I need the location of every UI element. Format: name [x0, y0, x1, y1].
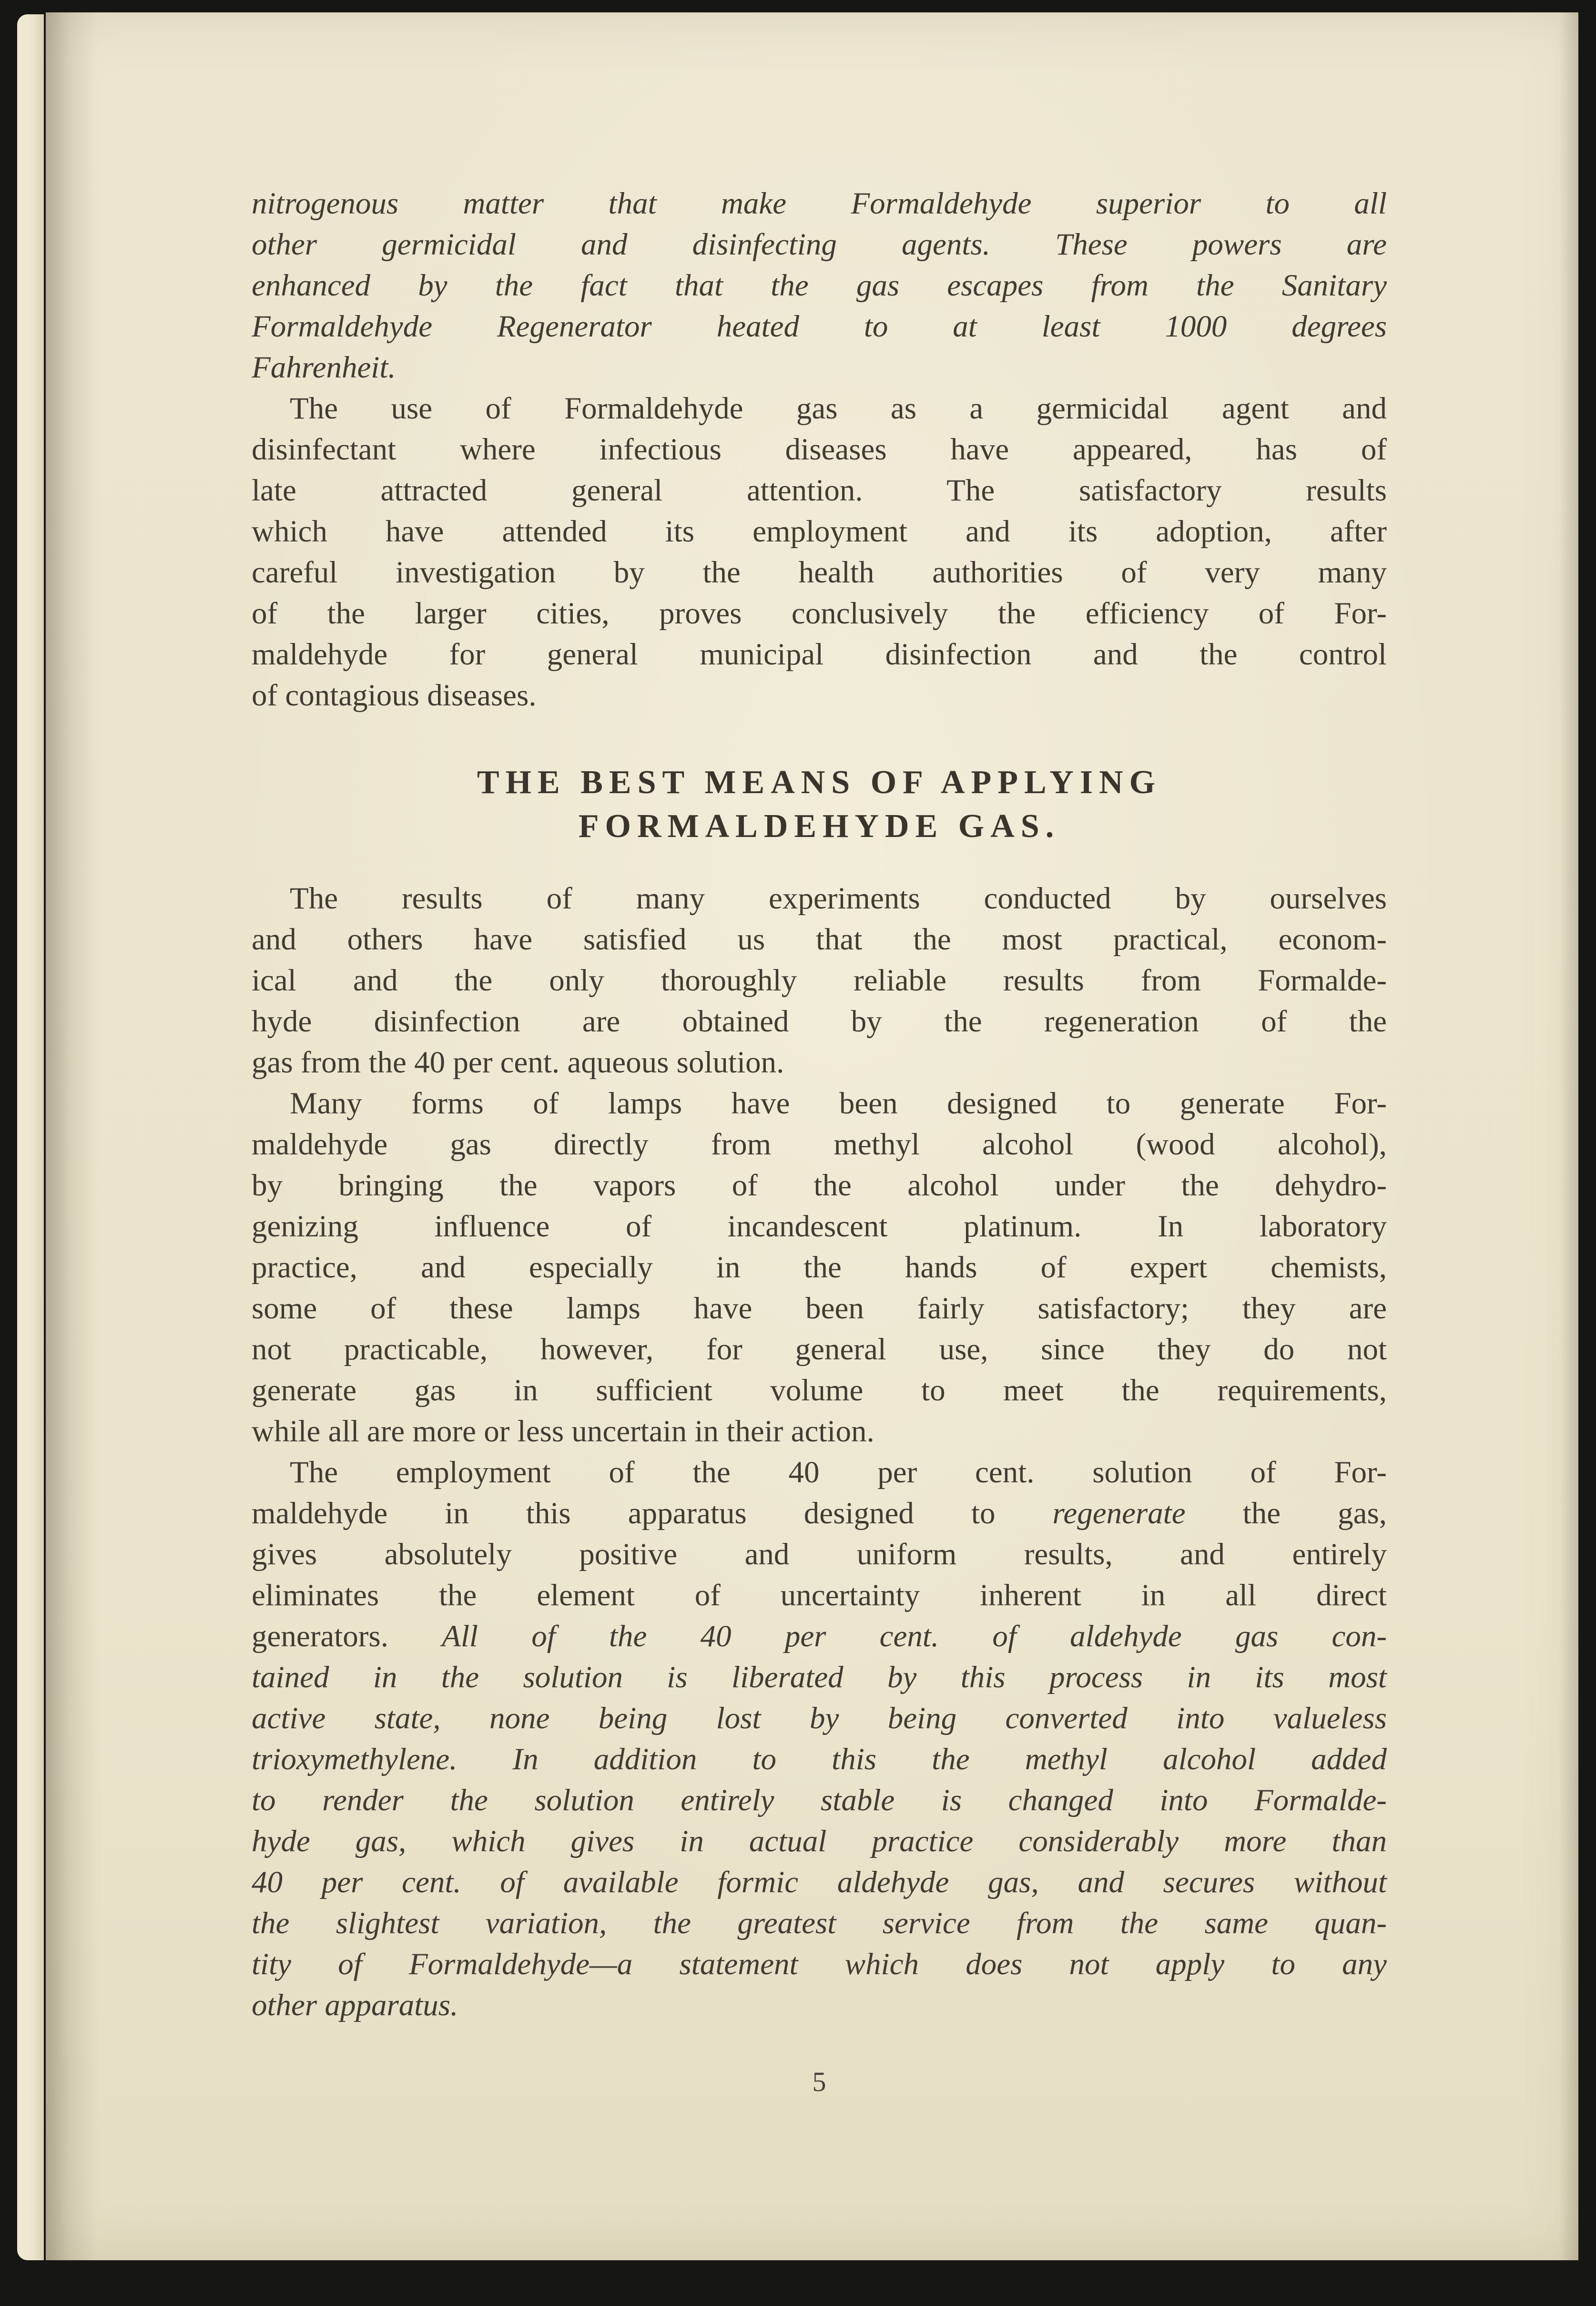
text-line	[252, 1985, 1387, 2026]
text-segment: tained in the solution is liberated by this process in its most	[252, 1660, 1387, 1694]
text-line: while all are more or less uncertain in their action.	[252, 1414, 874, 1449]
text-line: nitrogenous matter that make Formaldehyde superior to all	[252, 186, 1387, 221]
text-line	[252, 1452, 1387, 1493]
text-line	[252, 1780, 1387, 1821]
text-line: maldehyde gas directly from methyl alcohol (wood alcohol),	[252, 1127, 1387, 1162]
text-segment: the slightest variation, the greatest service from the same quan-	[252, 1906, 1387, 1940]
text-line: generate gas in sufficient volume to meet the requirements,	[252, 1373, 1387, 1408]
text-segment: eliminates the element of uncertainty inherent in all direct	[252, 1578, 1387, 1612]
text-line: not practicable, however, for general use, since they do not	[252, 1332, 1387, 1367]
text-segment: The employment of the 40 per cent. solution of For-	[290, 1455, 1387, 1490]
text-line	[252, 1534, 1387, 1575]
text-segment: tity of Formaldehyde—a statement which does not apply to any	[252, 1947, 1387, 1981]
text-segment: 40 per cent. of available formic aldehyde gas, and secures without	[252, 1865, 1387, 1899]
text-line: and others have satisfied us that the most practical, econom-	[252, 922, 1387, 957]
text-line: gas from the 40 per cent. aqueous solution.	[252, 1045, 784, 1080]
text-line: of contagious diseases.	[252, 678, 537, 713]
text-line: hyde disinfection are obtained by the regeneration of the	[252, 1004, 1387, 1039]
text-line: Many forms of lamps have been designed to generate For-	[290, 1086, 1387, 1121]
section-heading-line-2: FORMALDEHYDE GAS.	[578, 808, 1060, 845]
text-segment: to render the solution entirely stable is changed into Formalde-	[252, 1783, 1387, 1817]
text-line	[252, 1944, 1387, 1985]
text-line: The use of Formaldehyde gas as a germicidal agent and	[290, 391, 1387, 426]
text-line	[252, 1903, 1387, 1944]
text-segment: hyde gas, which gives in actual practice considerably more than	[252, 1824, 1387, 1858]
page-number: 5	[812, 2066, 826, 2097]
text-line: practice, and especially in the hands of expert chemists,	[252, 1250, 1387, 1285]
text-line: late attracted general attention. The satisfactory results	[252, 473, 1387, 508]
book-binding-edge	[17, 14, 44, 2260]
text-line: which have attended its employment and its adoption, after	[252, 514, 1387, 549]
text-line: by bringing the vapors of the alcohol under the dehydro-	[252, 1168, 1387, 1203]
text-line: enhanced by the fact that the gas escapes from the Sanitary	[252, 268, 1387, 303]
text-segment: the gas,	[1185, 1496, 1387, 1531]
text-segment: generators.	[252, 1619, 442, 1653]
paragraph-employment-of-solution	[252, 1452, 1387, 2026]
text-line: of the larger cities, proves conclusively the efficiency of For-	[252, 596, 1387, 631]
text-line	[252, 1821, 1387, 1862]
text-segment: gives absolutely positive and uniform results, and entirely	[252, 1537, 1387, 1571]
text-line: careful investigation by the health authorities of very many	[252, 555, 1387, 590]
paragraph-use-of-formaldehyde	[252, 388, 1387, 716]
text-line	[252, 1616, 1387, 1657]
text-segment: maldehyde in this apparatus designed to	[252, 1496, 1053, 1531]
text-line: other germicidal and disinfecting agents. These powers are	[252, 227, 1387, 262]
text-line	[252, 1698, 1387, 1739]
text-segment: All of the 40 per cent. of aldehyde gas con-	[442, 1619, 1387, 1653]
section-heading-line-1: THE BEST MEANS OF APPLYING	[477, 764, 1162, 801]
paragraph-lamp-generators	[252, 1083, 1387, 1452]
text-line: Formaldehyde Regenerator heated to at least 1000 degrees	[252, 309, 1387, 344]
text-line: ical and the only thoroughly reliable results from Formalde-	[252, 963, 1387, 998]
text-line: The results of many experiments conducted by ourselves	[290, 881, 1387, 916]
text-segment: trioxymethylene. In addition to this the methyl alcohol added	[252, 1742, 1387, 1776]
text-line	[252, 1575, 1387, 1616]
book-page	[46, 12, 1578, 2260]
text-line	[252, 1862, 1387, 1903]
page-text-block	[252, 183, 1387, 2026]
text-segment: regenerate	[1052, 1496, 1186, 1531]
section-heading	[252, 761, 1387, 848]
paragraph-results-of-experiments	[252, 878, 1387, 1083]
text-line: some of these lamps have been fairly satisfactory; they are	[252, 1291, 1387, 1326]
text-line: disinfectant where infectious diseases have appeared, has of	[252, 432, 1387, 467]
text-segment: other apparatus.	[252, 1988, 458, 2022]
paragraph-intro-continued	[252, 183, 1387, 388]
text-line	[252, 1739, 1387, 1780]
text-line	[252, 1493, 1387, 1534]
text-line: Fahrenheit.	[252, 350, 396, 385]
text-line	[252, 1657, 1387, 1698]
text-line: maldehyde for general municipal disinfection and the control	[252, 637, 1387, 672]
text-segment: active state, none being lost by being converted into valueless	[252, 1701, 1387, 1735]
text-line: genizing influence of incandescent platinum. In laboratory	[252, 1209, 1387, 1244]
